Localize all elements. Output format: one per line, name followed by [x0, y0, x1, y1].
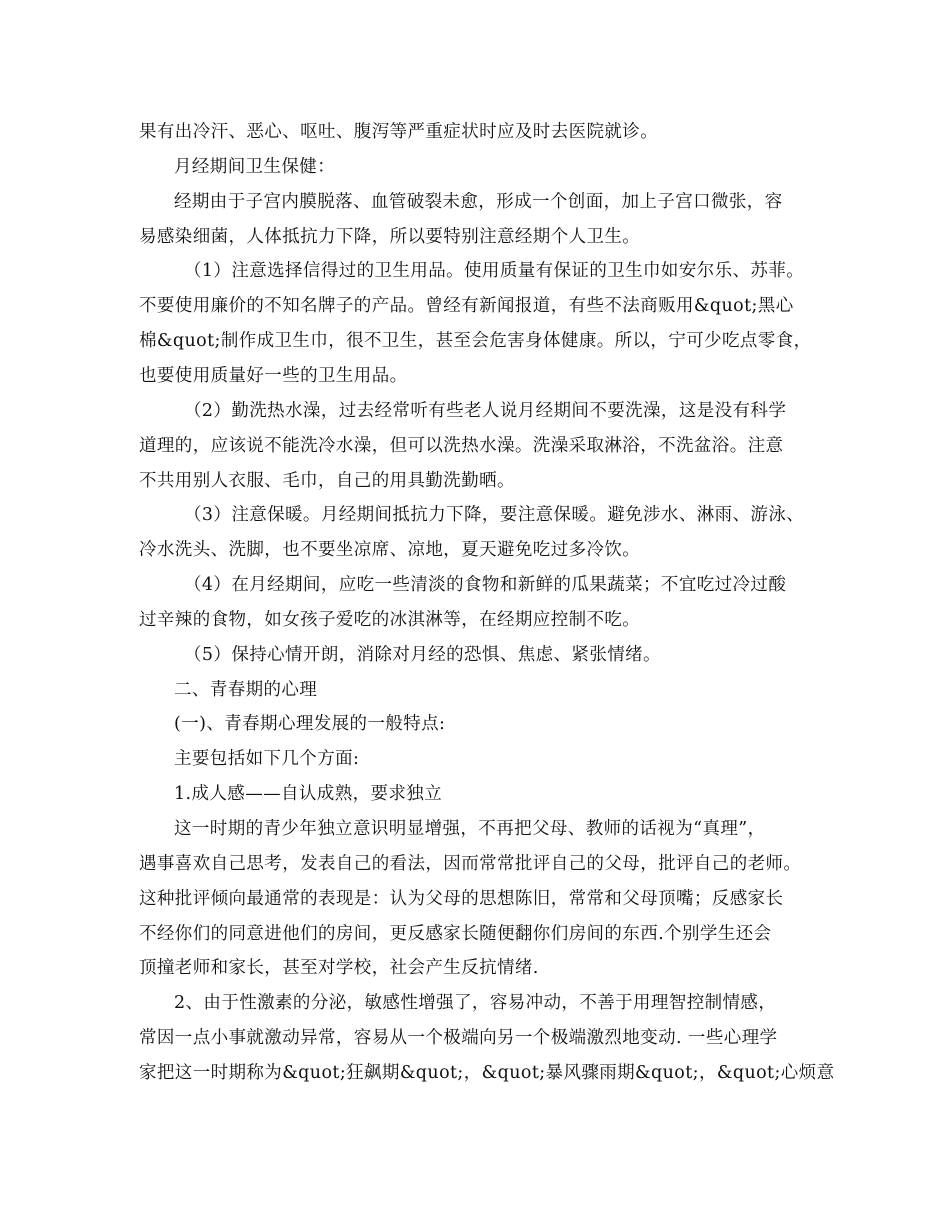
- text-line: 家把这一时期称为&quot;狂飙期&quot;，&quot;暴风骤雨期&quot;，&quot;心烦意: [139, 1062, 835, 1083]
- text-line: 道理的，应该说不能洗冷水澡，但可以洗热水澡。洗澡采取淋浴，不洗盆浴。注意: [139, 435, 784, 456]
- text-line: 主要包括如下几个方面:: [174, 749, 360, 770]
- text-line: 月经期间卫生保健：: [174, 156, 336, 177]
- text-line: 不要使用廉价的不知名牌子的产品。曾经有新闻报道，有些不法商贩用&quot;黑心: [139, 296, 794, 317]
- text-line: 顶撞老师和家长，甚至对学校，社会产生反抗情绪.: [139, 958, 539, 979]
- text-line: 棉&quot;制作成卫生巾，很不卫生，甚至会危害身体健康。所以，宁可少吃点零食，: [139, 331, 812, 352]
- text-line: 遇事喜欢自己思考，发表自己的看法，因而常常批评自己的父母，批评自己的老师。: [139, 853, 802, 874]
- text-line: 1.成人感——自认成熟，要求独立: [174, 784, 443, 805]
- text-line: 冷水洗头、洗脚，也不要坐凉席、凉地，夏天避免吃过多冷饮。: [139, 540, 641, 561]
- text-line: (一)、青春期心理发展的一般特点:: [174, 714, 446, 735]
- text-line: 过辛辣的食物，如女孩子爱吃的冰淇淋等，在经期应控制不吃。: [139, 609, 641, 630]
- text-line: （5）保持心情开朗，消除对月经的恐惧、焦虑、紧张情绪。: [184, 644, 661, 665]
- text-line: 经期由于子宫内膜脱落、血管破裂未愈，形成一个创面，加上子宫口微张，容: [174, 191, 783, 212]
- text-line: 不经你们的同意进他们的房间，更反感家长随便翻你们房间的东西.个别学生还会: [139, 923, 772, 944]
- text-line: 也要使用质量好一些的卫生用品。: [139, 365, 408, 386]
- text-line: （3）注意保暖。月经期间抵抗力下降，要注意保暖。避免涉水、淋雨、游泳、: [184, 505, 805, 526]
- text-line: 这种批评倾向最通常的表现是：认为父母的思想陈旧，常常和父母顶嘴；反感家长: [139, 888, 784, 909]
- text-line: 这一时期的青少年独立意识明显增强，不再把父母、教师的话视为“真理”，: [174, 819, 766, 839]
- text-line: 常因一点小事就激动异常，容易从一个极端向另一个极端激烈地变动. 一些心理学: [139, 1028, 778, 1049]
- text-line: （1）注意选择信得过的卫生用品。使用质量有保证的卫生巾如安尔乐、苏菲。: [184, 261, 805, 282]
- text-line: 2、由于性激素的分泌，敏感性增强了，容易冲动，不善于用理智控制情感，: [174, 993, 777, 1014]
- text-line: （4）在月经期间，应吃一些清淡的食物和新鲜的瓜果蔬菜；不宜吃过冷过酸: [184, 575, 787, 596]
- text-line: 果有出冷汗、恶心、呕吐、腹泻等严重症状时应及时去医院就诊。: [139, 122, 659, 142]
- text-line: 二、青春期的心理: [174, 679, 318, 700]
- text-line: 易感染细菌，人体抵抗力下降，所以要特别注意经期个人卫生。: [139, 226, 641, 247]
- text-line: （2）勤洗热水澡，过去经常听有些老人说月经期间不要洗澡，这是没有科学: [184, 400, 787, 421]
- text-line: 不共用别人衣服、毛巾，自己的用具勤洗勤晒。: [139, 470, 515, 491]
